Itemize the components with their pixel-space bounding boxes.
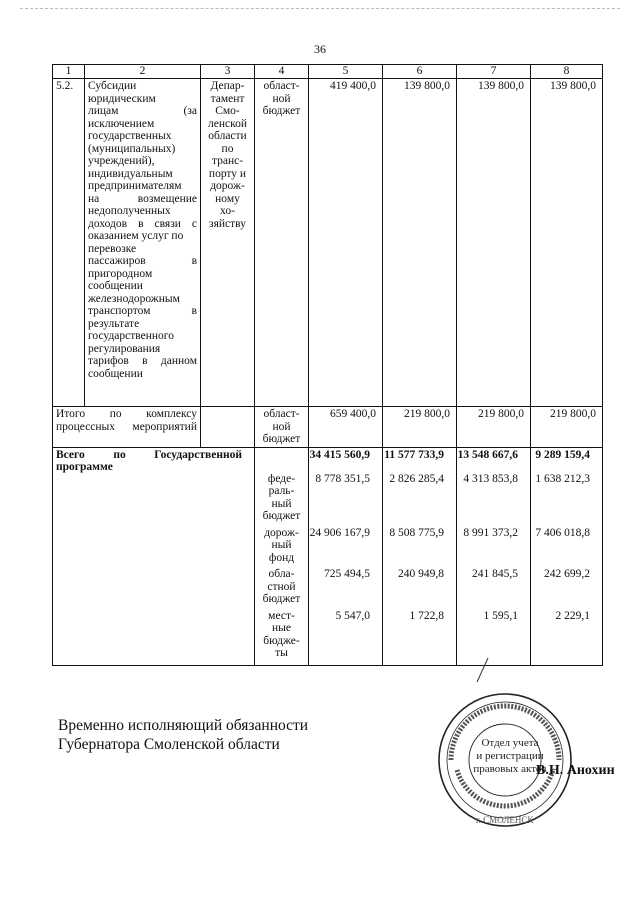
value-year-3: 219 800,0: [531, 407, 603, 448]
item-name-line: доходов в связи с: [88, 217, 197, 230]
executor-line: ному: [215, 192, 240, 205]
header-cell: 8: [531, 65, 603, 79]
item-name-line: транспортом в: [88, 305, 197, 317]
funding-source-value: 2 826 285,4: [389, 472, 444, 485]
funding-source-value: 2 229,1: [555, 609, 590, 622]
funding-source-value: 242 699,2: [544, 568, 590, 580]
funding-source-line: ной: [272, 92, 291, 105]
page-number: 36: [314, 42, 326, 56]
executor-line: области: [208, 130, 247, 142]
value-year-3: 139 800,0: [531, 79, 603, 407]
item-name-line: результате: [88, 317, 140, 330]
signer-name: В.Н. Анохин: [536, 763, 615, 778]
header-cell: 4: [255, 65, 309, 79]
itogo-label: [53, 407, 201, 448]
header-cell: 7: [457, 65, 531, 79]
vsego-total-value: 9 289 159,4: [535, 448, 590, 461]
executor-line: зяйству: [209, 217, 246, 230]
signature-line-2: Губернатора Смоленской области: [58, 736, 280, 753]
item-name-line: Субсидии: [88, 80, 137, 92]
funding-source-value: 7 406 018,8: [535, 526, 590, 539]
funding-source-line: раль-: [268, 485, 295, 497]
executor-line: тамент: [210, 92, 245, 105]
funding-source-line: ный: [271, 539, 292, 551]
vsego-col-8: [531, 447, 603, 665]
signature-line-1: Временно исполняющий обязанности: [58, 717, 309, 734]
table-row-itogo: [53, 407, 603, 448]
item-name-line: лицам (за: [88, 105, 197, 117]
funding-source-value: 4 313 853,8: [463, 472, 518, 485]
funding-source-block: [255, 527, 308, 569]
stamp-line-1: Отдел учета: [481, 737, 539, 749]
vsego-col-6: [383, 447, 457, 665]
funding-source-line: дорож-: [264, 526, 299, 539]
funding-source-value: 1 638 212,3: [535, 472, 590, 485]
funding-source-line: бюджет: [262, 433, 301, 445]
funding-source-line: ные: [272, 622, 291, 634]
header-row: [53, 65, 603, 79]
executor-line: ленской: [207, 117, 247, 130]
value-total: 419 400,0: [309, 79, 383, 407]
funding-source-line: ный: [271, 497, 292, 510]
value-year-1: 139 800,0: [383, 79, 457, 407]
funding-source-value: 8 778 351,5: [315, 472, 370, 485]
value-year-2: 139 800,0: [457, 79, 531, 407]
funding-source-line: бюджет: [262, 593, 301, 605]
funding-source-line: бюдже-: [263, 634, 300, 647]
stamp-line-3: правовых актов: [473, 763, 547, 775]
funding-source-line: феде-: [267, 472, 296, 485]
table-row-5-2: [53, 79, 603, 407]
top-rule: [20, 8, 620, 9]
funding-source-line: ной: [272, 420, 291, 433]
funding-source-block: [255, 610, 308, 664]
budget-table: [52, 64, 603, 666]
vsego-total-value: 11 577 733,9: [384, 448, 444, 461]
funding-source-value: 240 949,8: [398, 568, 444, 580]
vsego-label-text: Всего по Государственной программе: [56, 448, 242, 473]
item-name-line: учреждений),: [88, 155, 155, 167]
signature-block: [58, 716, 308, 754]
funding-source-value: 1 722,8: [409, 609, 444, 622]
funding-source-line: фонд: [268, 551, 295, 564]
funding-source-cell: [255, 79, 309, 407]
vsego-label: [53, 447, 255, 665]
funding-source-value: 8 508 775,9: [389, 526, 444, 539]
item-name-line: оказанием услуг по: [88, 230, 184, 242]
item-name-line: исключением: [88, 117, 155, 130]
funding-source-value: 8 991 373,2: [463, 526, 518, 539]
header-cell: 2: [85, 65, 201, 79]
value-total: 659 400,0: [309, 407, 383, 448]
funding-source-value: 5 547,0: [335, 609, 370, 622]
vsego-sources: [255, 447, 309, 665]
header-cell: 1: [53, 65, 85, 79]
item-name-line: тарифов в данном: [88, 355, 197, 367]
item-name: [85, 79, 201, 407]
item-name-line: сообщении: [88, 367, 143, 380]
funding-source-line: бюджет: [262, 510, 301, 522]
funding-source-line: област-: [263, 408, 300, 420]
item-name-line: сообщении: [88, 280, 143, 292]
item-name-line: государственных: [88, 130, 172, 142]
item-name-line: пассажиров в: [88, 255, 197, 267]
executor-line: порту и: [208, 167, 247, 180]
item-name-line: недополученных: [88, 205, 171, 217]
item-name-line: предпринимателям: [88, 180, 182, 192]
executor-line: транс-: [211, 155, 244, 167]
funding-source-value: 1 595,1: [483, 609, 518, 622]
item-name-line: пригородном: [88, 267, 153, 280]
funding-source-line: мест-: [268, 609, 295, 622]
empty-cell: [201, 407, 255, 448]
item-name-line: юридическим: [88, 92, 156, 105]
funding-source-line: ты: [275, 647, 288, 659]
vsego-total-value: 34 415 560,9: [309, 448, 370, 461]
sources-spacer: [255, 449, 308, 473]
item-name-line: государственного: [88, 330, 174, 342]
executor-line: дорож-: [210, 180, 245, 192]
item-name-line: железнодорожным: [88, 292, 180, 305]
executor-line: Смо-: [215, 105, 240, 117]
executor-line: по: [221, 142, 234, 155]
pen-mark: [472, 656, 492, 686]
itogo-label-text: Итого по комплексу процессных мероприятий: [56, 408, 197, 433]
stamp-bottom-text: г. СМОЛЕНСК: [476, 815, 534, 825]
value-year-2: 219 800,0: [457, 407, 531, 448]
funding-source-value: 725 494,5: [324, 568, 370, 580]
executor-line: Депар-: [210, 80, 245, 92]
header-cell: 5: [309, 65, 383, 79]
row-number: 5.2.: [53, 79, 85, 407]
item-name-line: на возмещение: [88, 192, 197, 205]
funding-source-line: бюджет: [262, 105, 301, 117]
value-year-1: 219 800,0: [383, 407, 457, 448]
executor-line: хо-: [220, 205, 235, 217]
header-cell: 3: [201, 65, 255, 79]
vsego-total-value: 13 548 667,6: [457, 448, 518, 461]
funding-source-block: [255, 473, 308, 527]
item-name-line: регулирования: [88, 342, 161, 355]
item-name-line: (муниципальных): [88, 142, 176, 155]
item-name-line: перевозке: [88, 242, 137, 255]
vsego-col-5: [309, 447, 383, 665]
funding-source-line: обла-: [268, 568, 295, 580]
item-name-line: индивидуальным: [88, 167, 173, 180]
funding-source-value: 24 906 167,9: [309, 526, 370, 539]
funding-source-line: област-: [263, 80, 300, 92]
table-row-vsego: [53, 447, 603, 665]
vsego-col-7: [457, 447, 531, 665]
header-cell: 6: [383, 65, 457, 79]
funding-source-line: стной: [267, 580, 296, 593]
executor-cell: [201, 79, 255, 407]
stamp-line-2: и регистрации: [476, 750, 544, 762]
funding-source-cell: [255, 407, 309, 448]
funding-source-value: 241 845,5: [472, 568, 518, 580]
funding-source-block: [255, 568, 308, 610]
